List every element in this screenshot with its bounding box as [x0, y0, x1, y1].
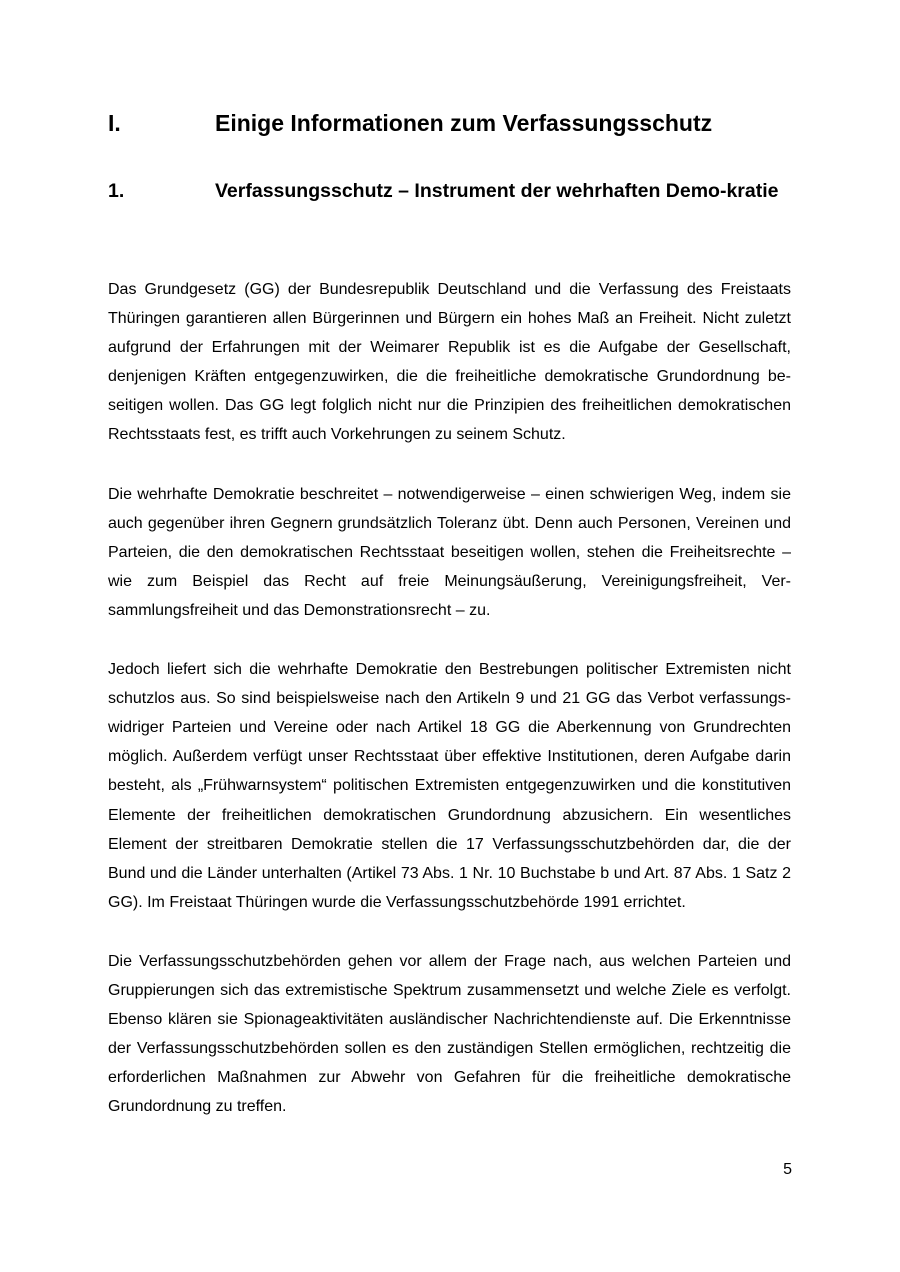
paragraph-4: Die Verfassungsschutzbehörden gehen vor allem der Frage nach, aus welchen Parteien und Gruppierungen sich das extremistische Spektrum zusammensetzt und welche Ziele es verfolgt. Ebenso klären sie Spionageaktivitäten ausländischer Nachrichtendienste auf. Die Erkenntnisse der Verfassungsschutzbehörden sollen es den zuständigen Stellen ermöglichen, rechtzeitig die erforderlichen Maßnahmen zur Abwehr von Gefahren für die freiheitliche demokratische Grundordnung zu treffen.	[108, 952, 791, 1116]
paragraph-1: Das Grundgesetz (GG) der Bundesrepublik Deutschland und die Verfassung des Freistaats Thüringen garantieren allen Bürgerinnen und Bürgern ein hohes Maß an Freiheit. Nicht zuletzt aufgrund der Erfahrungen mit der Weimarer Republik ist es die Aufgabe der Gesellschaft, denjenigen Kräften entgegenzuwirken, die die freiheitliche demokratische Grundordnung beseitigen wollen. Das GG legt folglich nicht nur die Prinzipien des freiheitlichen demokratischen Rechtsstaats fest, es trifft auch Vorkehrungen zu seinem Schutz.	[108, 281, 791, 444]
subsection-heading	[108, 174, 792, 209]
subsection-title: Verfassungsschutz – Instrument der wehrhaften Demo-kratie	[215, 180, 779, 202]
section-number: I.	[108, 110, 121, 136]
paragraph-2: Die wehrhafte Demokratie beschreitet – notwendigerweise – einen schwierigen Weg, indem sie auch gegenüber ihren Gegnern grundsätzlich Toleranz übt. Denn auch Personen, Vereinen und Parteien, die den demokratischen Rechtsstaat beseitigen wollen, stehen die Freiheitsrechte – wie zum Beispiel das Recht auf freie Meinungsäußerung, Vereinigungsfreiheit, Versammlungsfreiheit und das Demonstrationsrecht – zu.	[108, 485, 791, 619]
paragraph-3: Jedoch liefert sich die wehrhafte Demokratie den Bestrebungen politischer Extremisten nicht schutzlos aus. So sind beispielsweise nach den Artikeln 9 und 21 GG das Verbot verfassungswidriger Parteien und Vereine oder nach Artikel 18 GG die Aberkennung von Grundrechten möglich. Außerdem verfügt unser Rechtsstaat über effektive Institutionen, deren Aufgabe darin besteht, als „Frühwarnsystem“ politischen Extremisten entgegenzuwirken und die konstitutiven Elemente der freiheitlichen demokratischen Grundordnung abzusichern. Ein wesentliches Element der streitbaren Demokratie stellen die 17 Verfassungsschutzbehörden dar, die der Bund und die Länder unterhalten (Artikel 73 Abs. 1 Nr. 10 Buchstabe b und Art. 87 Abs. 1 Satz 2 GG). Im Freistaat Thüringen wurde die Verfassungsschutzbehörde 1991 errichtet.	[108, 661, 791, 911]
section-heading	[108, 103, 792, 143]
body-text	[108, 275, 791, 1151]
page-number: 5	[783, 1161, 792, 1178]
section-title: Einige Informationen zum Verfassungsschutz	[215, 110, 713, 136]
subsection-number: 1.	[108, 180, 125, 202]
